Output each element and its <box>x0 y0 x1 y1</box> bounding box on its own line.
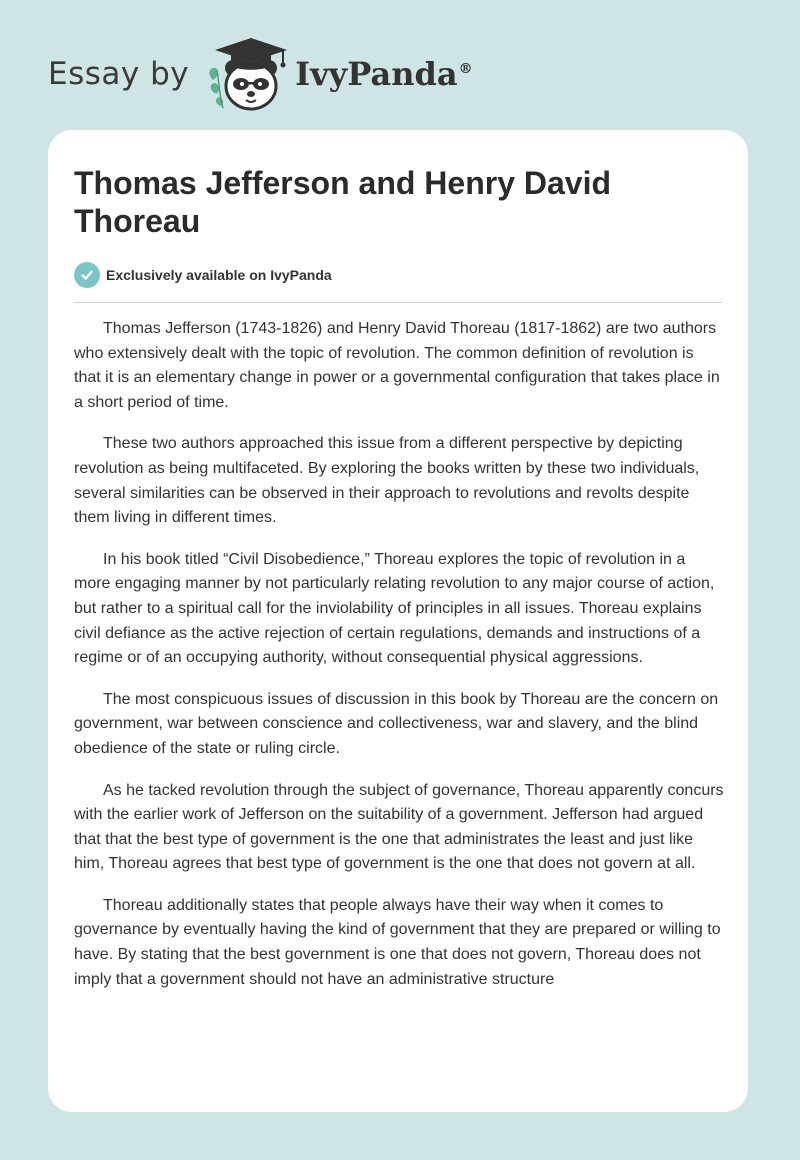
brand-name[interactable]: IvyPanda® <box>295 55 473 93</box>
essay-card <box>48 130 748 1112</box>
paragraph: The most conspicuous issues of discussion in this book by Thoreau are the concern on government, war between conscience and collectiveness, war and slavery, and the blind obedience of the state or ruling circle. <box>74 690 719 757</box>
registered-mark: ® <box>458 61 473 78</box>
essay-title: Thomas Jefferson and Henry David Thoreau <box>74 165 612 239</box>
check-circle-icon <box>74 262 100 288</box>
paragraph: As he tacked revolution through the subject of governance, Thoreau apparently concurs with the earlier work of Jefferson on the suitability of a government. Jefferson had argued that that the best type of government is the one that administrates the least and just like him, Thoreau agrees that best type of government is the one that does not govern at all. <box>74 781 724 873</box>
paragraph: In his book titled “Civil Disobedience,” Thoreau explores the topic of revolution in a more engaging manner by not particularly relating revolution to any major course of action, but rather to a spiritual call for the inviolability of principles in all issues. Thoreau explains civil defiance as the active rejection of certain regulations, demands and instructions of a regime or of an occupying authority, without consequential physical aggressions. <box>74 550 715 667</box>
site-header <box>48 34 473 114</box>
essay-body <box>74 317 724 992</box>
paragraph: These two authors approached this issue from a different perspective by depicting revolution as being multifaceted. By exploring the books written by these two individuals, several similarities can be observed in their approach to revolutions and revolts despite them living in different times. <box>74 435 700 527</box>
divider <box>74 302 722 303</box>
badge-label: Exclusively available on IvyPanda <box>106 267 332 283</box>
paragraph: Thoreau additionally states that people always have their way when it comes to governance by eventually having the kind of government that they are prepared or willing to have. By stating that the best government is one that does not govern, Thoreau does not imply that a government should not have an administrative structure <box>74 896 721 988</box>
paragraph: Thomas Jefferson (1743-1826) and Henry David Thoreau (1817-1862) are two authors who extensively dealt with the topic of revolution. The common definition of revolution is that it is an elementary change in power or a governmental configuration that takes place in a short period of time. <box>74 320 720 411</box>
panda-logo-icon[interactable] <box>203 34 293 114</box>
exclusive-badge <box>74 262 722 288</box>
essay-by-label: Essay by <box>48 55 190 92</box>
